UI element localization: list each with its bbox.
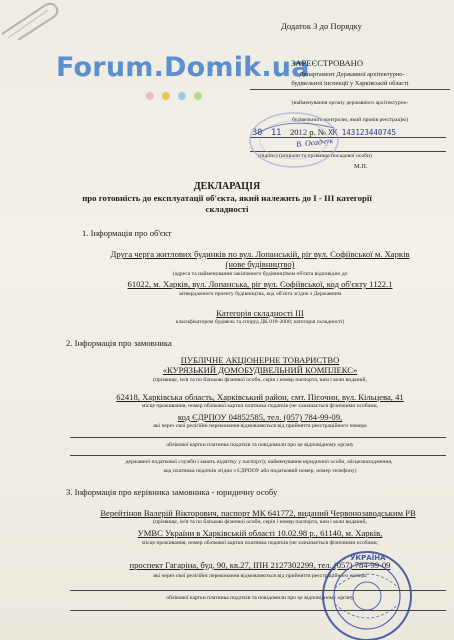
section3-heading: 3. Інформація про керівника замовника - юридичну особу bbox=[66, 487, 278, 497]
seal-text: УКРАЇНА bbox=[350, 554, 386, 562]
stamp-place-label: М.П. bbox=[354, 163, 368, 170]
official-caption: (підпис) (ініціали та прізвище посадової особи) bbox=[258, 153, 372, 159]
customer-address-caption: місце проживання, номер облікової картки платника податків (не зазначається фізичними особами, bbox=[141, 403, 379, 409]
object-category: Категорія складності III bbox=[216, 308, 304, 318]
registration-title: ЗАРЕЄСТРОВАНО bbox=[291, 58, 364, 68]
head-person-caption: (прізвище, ім'я та по батькові фізичної особи, серія і номер паспорта, ким і коли виданий, bbox=[153, 519, 367, 525]
declaration-heading: ДЕКЛАРАЦІЯ bbox=[193, 181, 261, 192]
section2-heading: 2. Інформація про замовника bbox=[66, 338, 172, 348]
section1-heading: 1. Інформація про об'єкт bbox=[82, 228, 172, 238]
customer-caption-c: код платника податків згідно з ЄДРПОУ або податковий номер, номер телефону) bbox=[163, 468, 357, 474]
customer-company-line2: «КУРЯЗЬКИЙ ДОМОБУДІВЕЛЬНИЙ КОМПЛЕКС» bbox=[162, 365, 358, 375]
object-caption1: (адреса та найменування закінченого будівництвом об'єкта відповідно до bbox=[172, 271, 348, 277]
object-address-caption: затвердженого проекту будівництва, код об'єкта згідно з Державним bbox=[178, 291, 342, 297]
object-address: 61022, м. Харків, вул. Лопанська, ріг вул. Софіївської, код об'єкту 1122.1 bbox=[127, 279, 393, 289]
registration-authority-caption-line1: (найменування органу державного архітектурно- bbox=[291, 100, 409, 106]
object-name-line1: Друга черга житлових будинків по вул. Лопанській, ріг вул. Софіївської м. Харків bbox=[110, 249, 410, 259]
object-name-line2: (нове будівництво) bbox=[225, 259, 295, 269]
customer-code-caption: які через свої релігійні переконання відмовляються від прийняття реєстраційного номера bbox=[153, 423, 367, 429]
official-signature: В. Осадчук bbox=[295, 136, 334, 149]
declaration-subtitle-line2: складності bbox=[205, 204, 249, 214]
registration-date-day: 30 bbox=[252, 128, 263, 138]
paper-clip-icon bbox=[0, 0, 70, 40]
registration-date-year: 12 bbox=[298, 127, 308, 137]
object-category-caption: класифікатором будівель та споруд ДК 018-2000; категорія складності) bbox=[175, 319, 345, 325]
watermark-dot bbox=[178, 92, 186, 100]
registration-date-suffix: р. № bbox=[309, 127, 327, 137]
watermark-dot bbox=[146, 92, 154, 100]
customer-address: 62418, Харківська область, Харківський район, смт. Пісочин, вул. Кільцева, 41 bbox=[116, 392, 404, 402]
registration-number: ХК 143123440745 bbox=[328, 128, 396, 137]
annex-label: Додаток 3 до Порядку bbox=[281, 21, 362, 31]
company-seal-icon bbox=[305, 540, 425, 640]
watermark-dots bbox=[146, 92, 202, 100]
registration-date-year-prefix: 20 bbox=[289, 127, 299, 137]
registration-authority-line2: будівельної інспекції у Харківській області bbox=[291, 80, 409, 87]
declaration-subtitle-line1: про готовність до експлуатації об'єкта, який належить до I - III категорії bbox=[82, 193, 372, 203]
head-street-caption: які через свої релігійні переконання відмовляються від прийняття реєстраційного номера bbox=[153, 573, 367, 579]
registration-authority-caption-line2: будівельного контролю, який провів реєстрацію) bbox=[291, 117, 409, 123]
customer-caption-a: облікової картки платника податків та повідомили про це відповідному органу bbox=[166, 442, 354, 448]
customer-caption-b: державної податкової служби і мають відмітку у паспорті); найменування юридичної особи, місцезнаходження, bbox=[125, 459, 393, 465]
head-person: Верейтінов Валерій Вікторович, паспорт МК 641772, виданий Червонозаводським РВ bbox=[100, 508, 416, 518]
watermark-logo: Forum.Domik.ua bbox=[56, 52, 310, 83]
registration-seal-icon bbox=[246, 110, 342, 170]
customer-company-line1: ПУБЛІЧНЕ АКЦІОНЕРНЕ ТОВАРИСТВО bbox=[180, 355, 340, 365]
head-street: проспект Гагаріна, буд. 90, кв.27, ІПН 2127302299, тел. (057) 784-99-09 bbox=[129, 560, 391, 570]
head-bottom-caption: облікової картки платника податків та повідомили про це відповідному органу bbox=[166, 595, 354, 601]
watermark-dot bbox=[194, 92, 202, 100]
registration-date-month: 11 bbox=[270, 128, 282, 138]
registration-authority-line1: Департамент Державної архітектурно- bbox=[299, 71, 405, 78]
head-issuer: УМВС України в Харківській області 10.02.98 р., 61140, м. Харків, bbox=[137, 528, 383, 538]
customer-company-caption: (прізвище, ім'я та по батькові фізичної особи, серія і номер паспорта, ким і коли виданий, bbox=[153, 377, 367, 383]
head-issuer-caption: місце проживання, номер облікової картки платника податків (не зазначається фізичними особами, bbox=[141, 540, 379, 546]
watermark-dot bbox=[162, 92, 170, 100]
customer-code: код ЄДРПОУ 04852585, тел. (057) 784-99-09, bbox=[177, 412, 343, 422]
